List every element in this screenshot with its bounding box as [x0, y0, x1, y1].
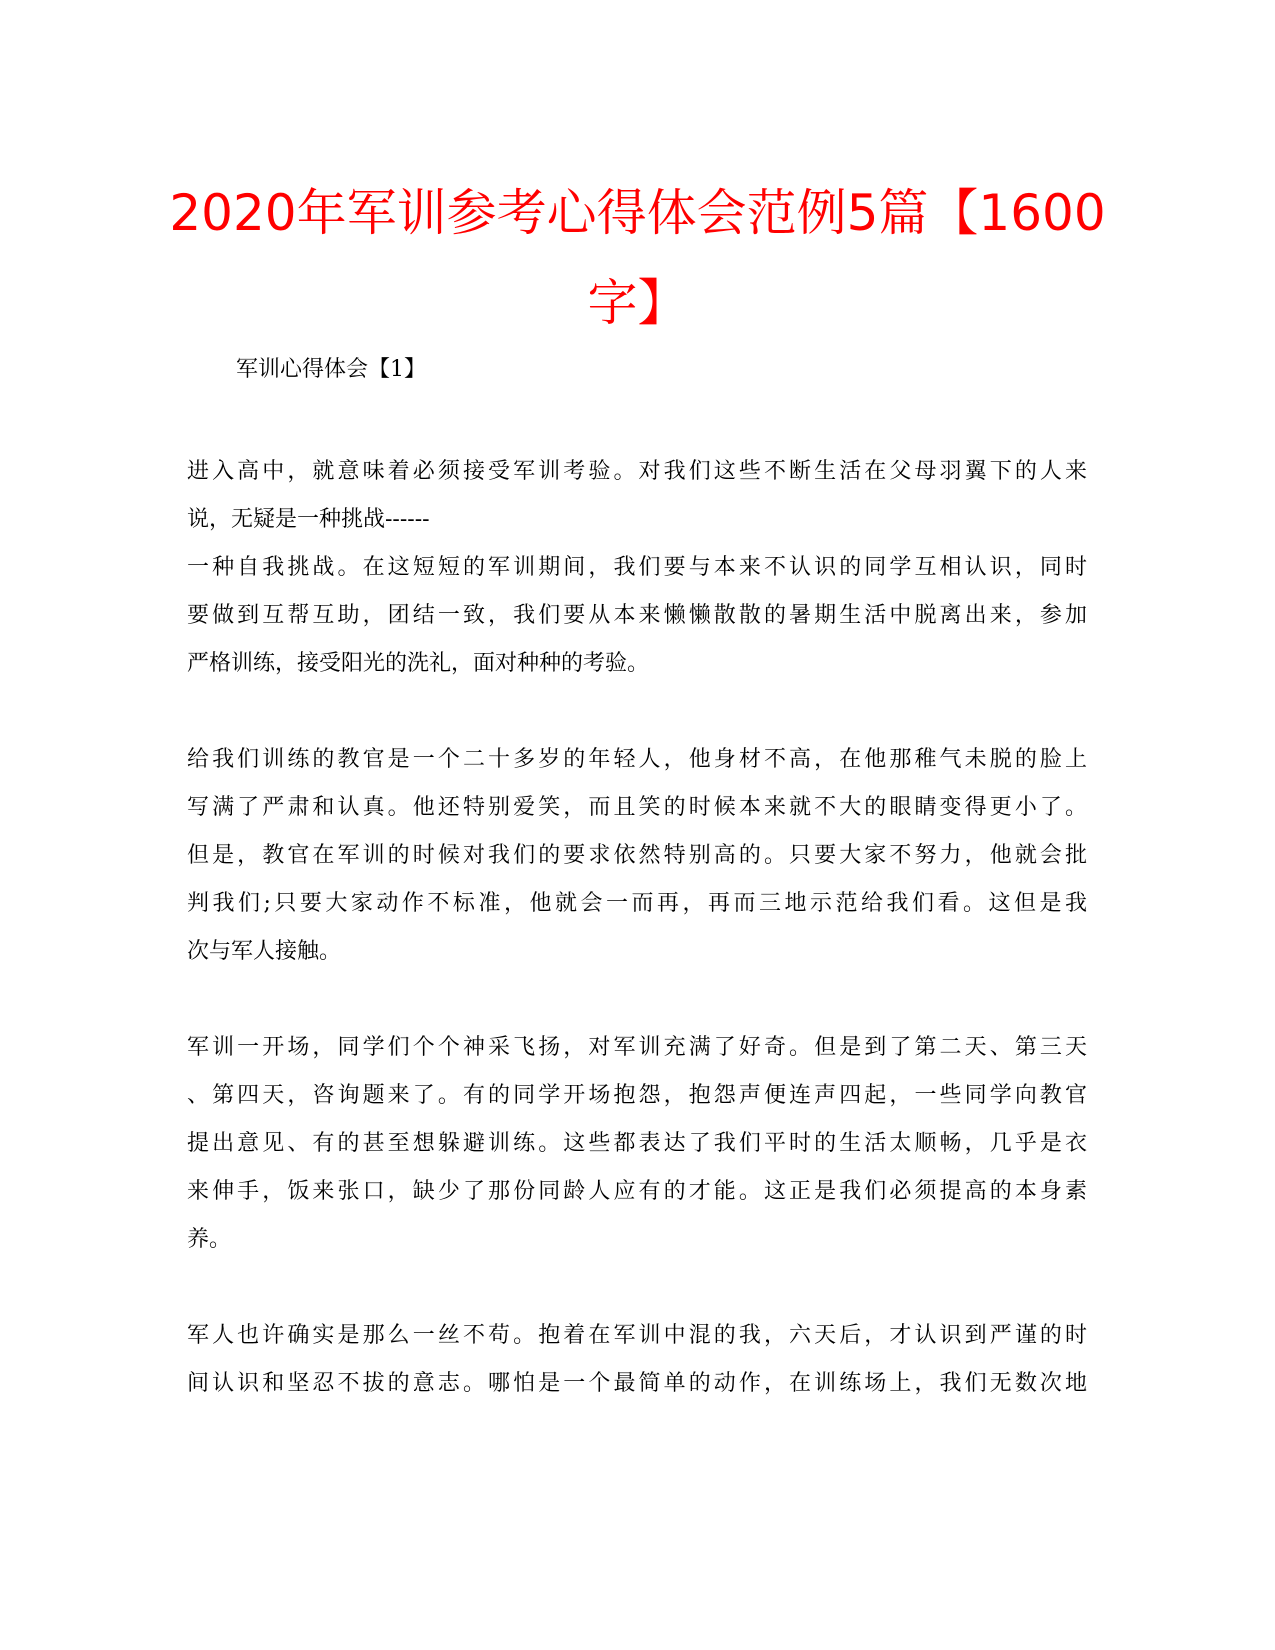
- text-line: 要做到互帮互助，团结一致，我们要从本来懒懒散散的暑期生活中脱离出来，参加: [187, 603, 1087, 628]
- text-line: 说，无疑是一种挑战------: [187, 507, 430, 532]
- paragraph-2: [187, 736, 1087, 976]
- section-heading: 军训心得体会【1】: [236, 357, 426, 382]
- text-line: 来伸手，饭来张口，缺少了那份同龄人应有的才能。这正是我们必须提高的本身素: [187, 1179, 1087, 1204]
- paragraph-3: [187, 1024, 1087, 1264]
- text-line: 判我们;只要大家动作不标准，他就会一而再，再而三地示范给我们看。这但是我: [187, 891, 1087, 916]
- text-line: 军人也许确实是那么一丝不苟。抱着在军训中混的我，六天后，才认识到严谨的时: [187, 1323, 1087, 1348]
- text-line: 给我们训练的教官是一个二十多岁的年轻人，他身材不高，在他那稚气未脱的脸上: [187, 747, 1087, 772]
- text-line: 进入高中，就意味着必须接受军训考验。对我们这些不断生活在父母羽翼下的人来: [187, 459, 1087, 484]
- text-line: 、第四天，咨询题来了。有的同学开场抱怨，抱怨声便连声四起，一些同学向教官: [187, 1083, 1087, 1108]
- text-line: 养。: [187, 1227, 232, 1252]
- paragraph-1: [187, 448, 1087, 688]
- text-line: 但是，教官在军训的时候对我们的要求依然特别高的。只要大家不努力，他就会批: [187, 843, 1087, 868]
- text-line: 提出意见、有的甚至想躲避训练。这些都表达了我们平时的生活太顺畅，几乎是衣: [187, 1131, 1087, 1156]
- paragraph-4: [187, 1312, 1087, 1408]
- document-title: 2020年军训参考心得体会范例5篇【1600字】: [169, 184, 1106, 332]
- text-line: 间认识和坚忍不拔的意志。哪怕是一个最简单的动作，在训练场上，我们无数次地: [187, 1371, 1087, 1396]
- text-line: 一种自我挑战。在这短短的军训期间，我们要与本来不认识的同学互相认识，同时: [187, 555, 1087, 580]
- text-line: 军训一开场，同学们个个神采飞扬，对军训充满了好奇。但是到了第二天、第三天: [187, 1035, 1087, 1060]
- text-line: 次与军人接触。: [187, 939, 342, 964]
- text-line: 写满了严肃和认真。他还特别爱笑，而且笑的时候本来就不大的眼睛变得更小了。: [187, 795, 1087, 820]
- body-text: [187, 448, 1087, 1456]
- text-line: 严格训练，接受阳光的洗礼，面对种种的考验。: [187, 651, 650, 676]
